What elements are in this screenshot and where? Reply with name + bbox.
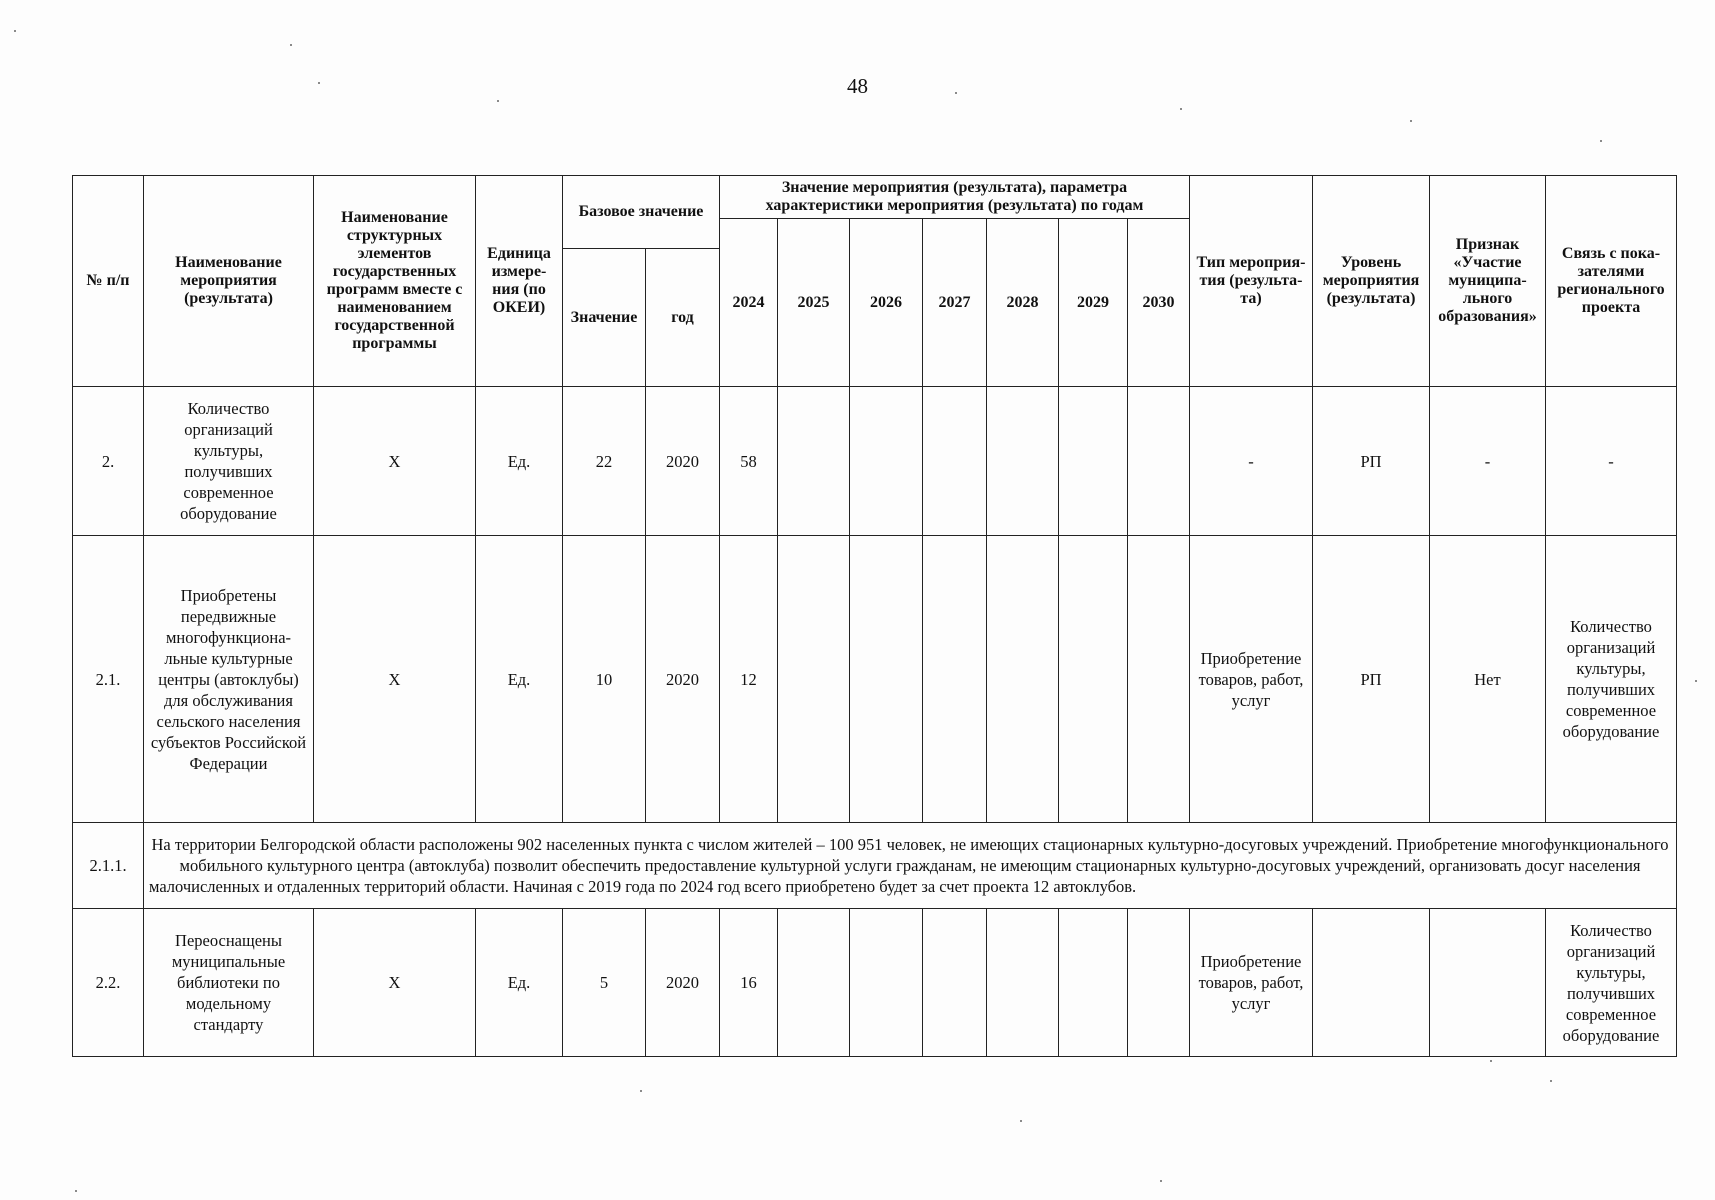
row-base-value: 22 xyxy=(563,387,646,536)
row-link: Количество организаций культуры, получивших современное оборудование xyxy=(1546,536,1677,823)
row-num: 2.1. xyxy=(73,536,144,823)
table-row-note xyxy=(73,823,1677,909)
header-num: № п/п xyxy=(73,176,144,387)
row-type: - xyxy=(1190,387,1313,536)
row-unit: Ед. xyxy=(476,536,563,823)
row-year-2027 xyxy=(923,536,987,823)
row-year-2028 xyxy=(987,909,1059,1057)
row-base-year: 2020 xyxy=(646,536,720,823)
row-link: - xyxy=(1546,387,1677,536)
row-struct: Х xyxy=(314,536,476,823)
header-link: Связь с показателями регионального проекта xyxy=(1546,176,1677,387)
row-sign xyxy=(1430,909,1546,1057)
row-year-2024: 16 xyxy=(720,909,778,1057)
row-struct: Х xyxy=(314,909,476,1057)
header-name: Наименование мероприятия (результата) xyxy=(144,176,314,387)
header-base-value: Значение xyxy=(563,249,646,387)
row-year-2029 xyxy=(1059,536,1128,823)
header-values-title: Значение мероприятия (результата), параметра характеристики мероприятия (результата) по годам xyxy=(720,176,1190,219)
row-unit: Ед. xyxy=(476,387,563,536)
row-year-2028 xyxy=(987,536,1059,823)
row-type: Приобретение товаров, работ, услуг xyxy=(1190,536,1313,823)
row-year-2025 xyxy=(778,387,850,536)
header-sign: Признак «Участие муниципального образования» xyxy=(1430,176,1546,387)
row-name: Количество организаций культуры, получивших современное оборудование xyxy=(144,387,314,536)
row-year-2026 xyxy=(850,909,923,1057)
header-base-year: год xyxy=(646,249,720,387)
header-year-2030: 2030 xyxy=(1128,219,1190,387)
header-type: Тип мероприятия (результата) xyxy=(1190,176,1313,387)
header-year-2026: 2026 xyxy=(850,219,923,387)
row-link: Количество организаций культуры, получивших современное оборудование xyxy=(1546,909,1677,1057)
row-struct: Х xyxy=(314,387,476,536)
row-year-2030 xyxy=(1128,387,1190,536)
row-year-2029 xyxy=(1059,909,1128,1057)
row-year-2027 xyxy=(923,909,987,1057)
row-level: РП xyxy=(1313,387,1430,536)
row-year-2027 xyxy=(923,387,987,536)
table-row xyxy=(73,909,1677,1057)
row-year-2028 xyxy=(987,387,1059,536)
row-name: Приобретены передвижные многофункциональные культурные центры (автоклубы) для обслуживания сельского населения субъектов Российской Федерации xyxy=(144,536,314,823)
row-num: 2.2. xyxy=(73,909,144,1057)
page-number: 48 xyxy=(847,74,868,98)
row-sign: Нет xyxy=(1430,536,1546,823)
row-year-2026 xyxy=(850,387,923,536)
header-year-2027: 2027 xyxy=(923,219,987,387)
row-num: 2.1.1. xyxy=(73,823,144,909)
table-row xyxy=(73,536,1677,823)
row-base-year: 2020 xyxy=(646,387,720,536)
row-year-2024: 58 xyxy=(720,387,778,536)
row-year-2030 xyxy=(1128,536,1190,823)
header-level: Уровень мероприятия (результата) xyxy=(1313,176,1430,387)
header-struct: Наименование структурных элементов государственных программ вместе с наименованием государственной программы xyxy=(314,176,476,387)
row-note-text: На территории Белгородской области расположены 902 населенных пункта с числом жителей – 100 951 человек, не имеющих стационарных культурно-досуговых учреждений. Приобретение многофункционального мобильного культурного центра (автоклуба) позволит обеспечить предоставление культурной услуги гражданам, не имеющим стационарных культурно-досуговых учреждений, организовать досуг населения малочисленных и отдаленных территорий области. Начиная с 2019 года по 2024 год всего приобретено будет за счет проекта 12 автоклубов. xyxy=(144,823,1677,909)
row-base-value: 10 xyxy=(563,536,646,823)
header-year-2024: 2024 xyxy=(720,219,778,387)
row-year-2029 xyxy=(1059,387,1128,536)
row-base-year: 2020 xyxy=(646,909,720,1057)
row-base-value: 5 xyxy=(563,909,646,1057)
row-level: РП xyxy=(1313,536,1430,823)
row-name: Переоснащены муниципальные библиотеки по модельному стандарту xyxy=(144,909,314,1057)
row-sign: - xyxy=(1430,387,1546,536)
header-year-2028: 2028 xyxy=(987,219,1059,387)
table-row xyxy=(73,387,1677,536)
header-base: Базовое значение xyxy=(563,176,720,249)
row-num: 2. xyxy=(73,387,144,536)
row-year-2025 xyxy=(778,909,850,1057)
row-level xyxy=(1313,909,1430,1057)
row-year-2030 xyxy=(1128,909,1190,1057)
row-unit: Ед. xyxy=(476,909,563,1057)
measures-table xyxy=(72,175,1677,1057)
row-year-2024: 12 xyxy=(720,536,778,823)
header-unit: Единица измерения (по ОКЕИ) xyxy=(476,176,563,387)
row-year-2025 xyxy=(778,536,850,823)
row-year-2026 xyxy=(850,536,923,823)
header-year-2025: 2025 xyxy=(778,219,850,387)
row-type: Приобретение товаров, работ, услуг xyxy=(1190,909,1313,1057)
header-year-2029: 2029 xyxy=(1059,219,1128,387)
